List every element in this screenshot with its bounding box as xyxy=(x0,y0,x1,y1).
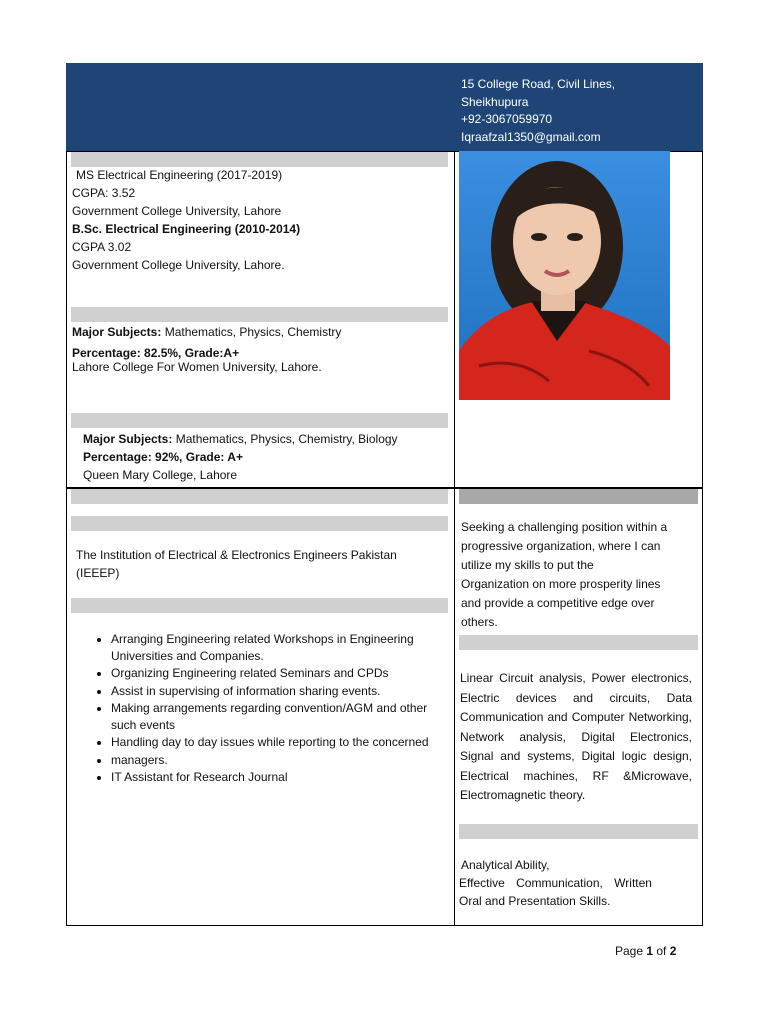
ms-cgpa: CGPA: 3.52 xyxy=(72,186,136,200)
education-bar xyxy=(71,152,448,167)
phone-number: +92-3067059970 xyxy=(461,112,553,126)
skills-line2: Effective Communication, Written xyxy=(459,876,652,890)
duty-item: • Making arrangements regarding convention/AGM and other such events xyxy=(111,700,441,733)
skills-text xyxy=(459,856,664,910)
objective-line: progressive organization, where I can xyxy=(461,539,661,553)
fsc-subjects xyxy=(72,323,341,341)
objective-line: Organization on more prosperity lines xyxy=(461,577,661,591)
lower-column-divider xyxy=(454,488,455,926)
page-total: 2 xyxy=(669,944,677,958)
matric-subjects-label: Major Subjects: xyxy=(83,432,173,446)
objective-line: others. xyxy=(461,615,498,629)
address-line1: 15 College Road, Civil Lines, xyxy=(461,77,616,91)
fsc-subjects-label: Major Subjects: xyxy=(72,325,162,339)
membership-line2: (IEEEP) xyxy=(76,566,120,580)
profile-photo xyxy=(459,151,670,400)
objective-line: and provide a competitive edge over xyxy=(461,596,655,610)
courses-text: Linear Circuit analysis, Power electronics, Electric devices and circuits, Data Communication and Computer Networking, Network analysis, Digital Electronics, Signal and systems, Digital logic design, Electrical machines, RF &Microwave, Electromagnetic theory. xyxy=(460,671,692,802)
matric-bar xyxy=(71,413,448,428)
bsc-institute: Government College University, Lahore. xyxy=(72,258,285,272)
page-current: 1 xyxy=(646,944,654,958)
objective-bar xyxy=(459,489,698,504)
fsc-institute: Lahore College For Women University, Lahore. xyxy=(72,360,322,374)
courses-bar xyxy=(459,635,698,650)
matric-education xyxy=(83,430,398,484)
membership-line1: The Institution of Electrical & Electronics Engineers Pakistan xyxy=(76,548,397,562)
matric-percentage: Percentage: 92%, Grade: A+ xyxy=(83,450,243,464)
skills-line3: Oral and Presentation Skills. xyxy=(459,894,611,908)
duties-list-container xyxy=(71,631,441,787)
duty-item: • Assist in supervising of information sharing events. xyxy=(111,683,441,700)
matric-institute: Queen Mary College, Lahore xyxy=(83,468,238,482)
email-address[interactable]: Iqraafzal1350@gmail.com xyxy=(461,129,601,144)
upper-column-divider xyxy=(454,151,455,488)
profile-photo-illustration xyxy=(459,151,670,400)
duty-item: • IT Assistant for Research Journal xyxy=(111,769,441,786)
lower-left-bar-1 xyxy=(71,489,448,504)
ms-education xyxy=(72,166,300,274)
duty-item: • Organizing Engineering related Seminars and CPDs xyxy=(111,665,441,682)
duty-item: • Handling day to day issues while reporting to the concerned xyxy=(111,734,441,751)
duty-item: • Arranging Engineering related Workshops in Engineering Universities and Companies. xyxy=(111,631,441,664)
ms-institute: Government College University, Lahore xyxy=(72,204,282,218)
address-line2: Sheikhupura xyxy=(461,94,529,109)
of-word: of xyxy=(653,944,670,958)
page-number xyxy=(615,944,676,958)
skills-line1: Analytical Ability, xyxy=(461,858,550,872)
skills-bar xyxy=(459,824,698,839)
matric-subjects-list: Mathematics, Physics, Chemistry, Biology xyxy=(172,432,398,446)
membership-bar xyxy=(71,516,448,531)
duties-bar xyxy=(71,598,448,613)
contact-block xyxy=(461,76,615,146)
page-word: Page xyxy=(615,944,647,958)
duty-item: • managers. xyxy=(111,752,441,769)
fsc-education xyxy=(72,323,341,376)
membership-text xyxy=(76,546,397,582)
fsc-subjects-list: Mathematics, Physics, Chemistry xyxy=(161,325,342,339)
objective-line: utilize my skills to put the xyxy=(461,558,594,572)
ms-degree: MS Electrical Engineering (2017-2019) xyxy=(76,168,283,182)
bsc-cgpa: CGPA 3.02 xyxy=(72,240,132,254)
objective-text xyxy=(461,518,667,632)
matric-subjects xyxy=(83,430,398,448)
objective-line: Seeking a challenging position within a xyxy=(461,520,668,534)
duties-list xyxy=(71,631,441,786)
bsc-degree: B.Sc. Electrical Engineering (2010-2014) xyxy=(72,222,301,236)
fsc-bar xyxy=(71,307,448,322)
fsc-percentage: Percentage: 82.5%, Grade:A+ xyxy=(72,346,240,360)
